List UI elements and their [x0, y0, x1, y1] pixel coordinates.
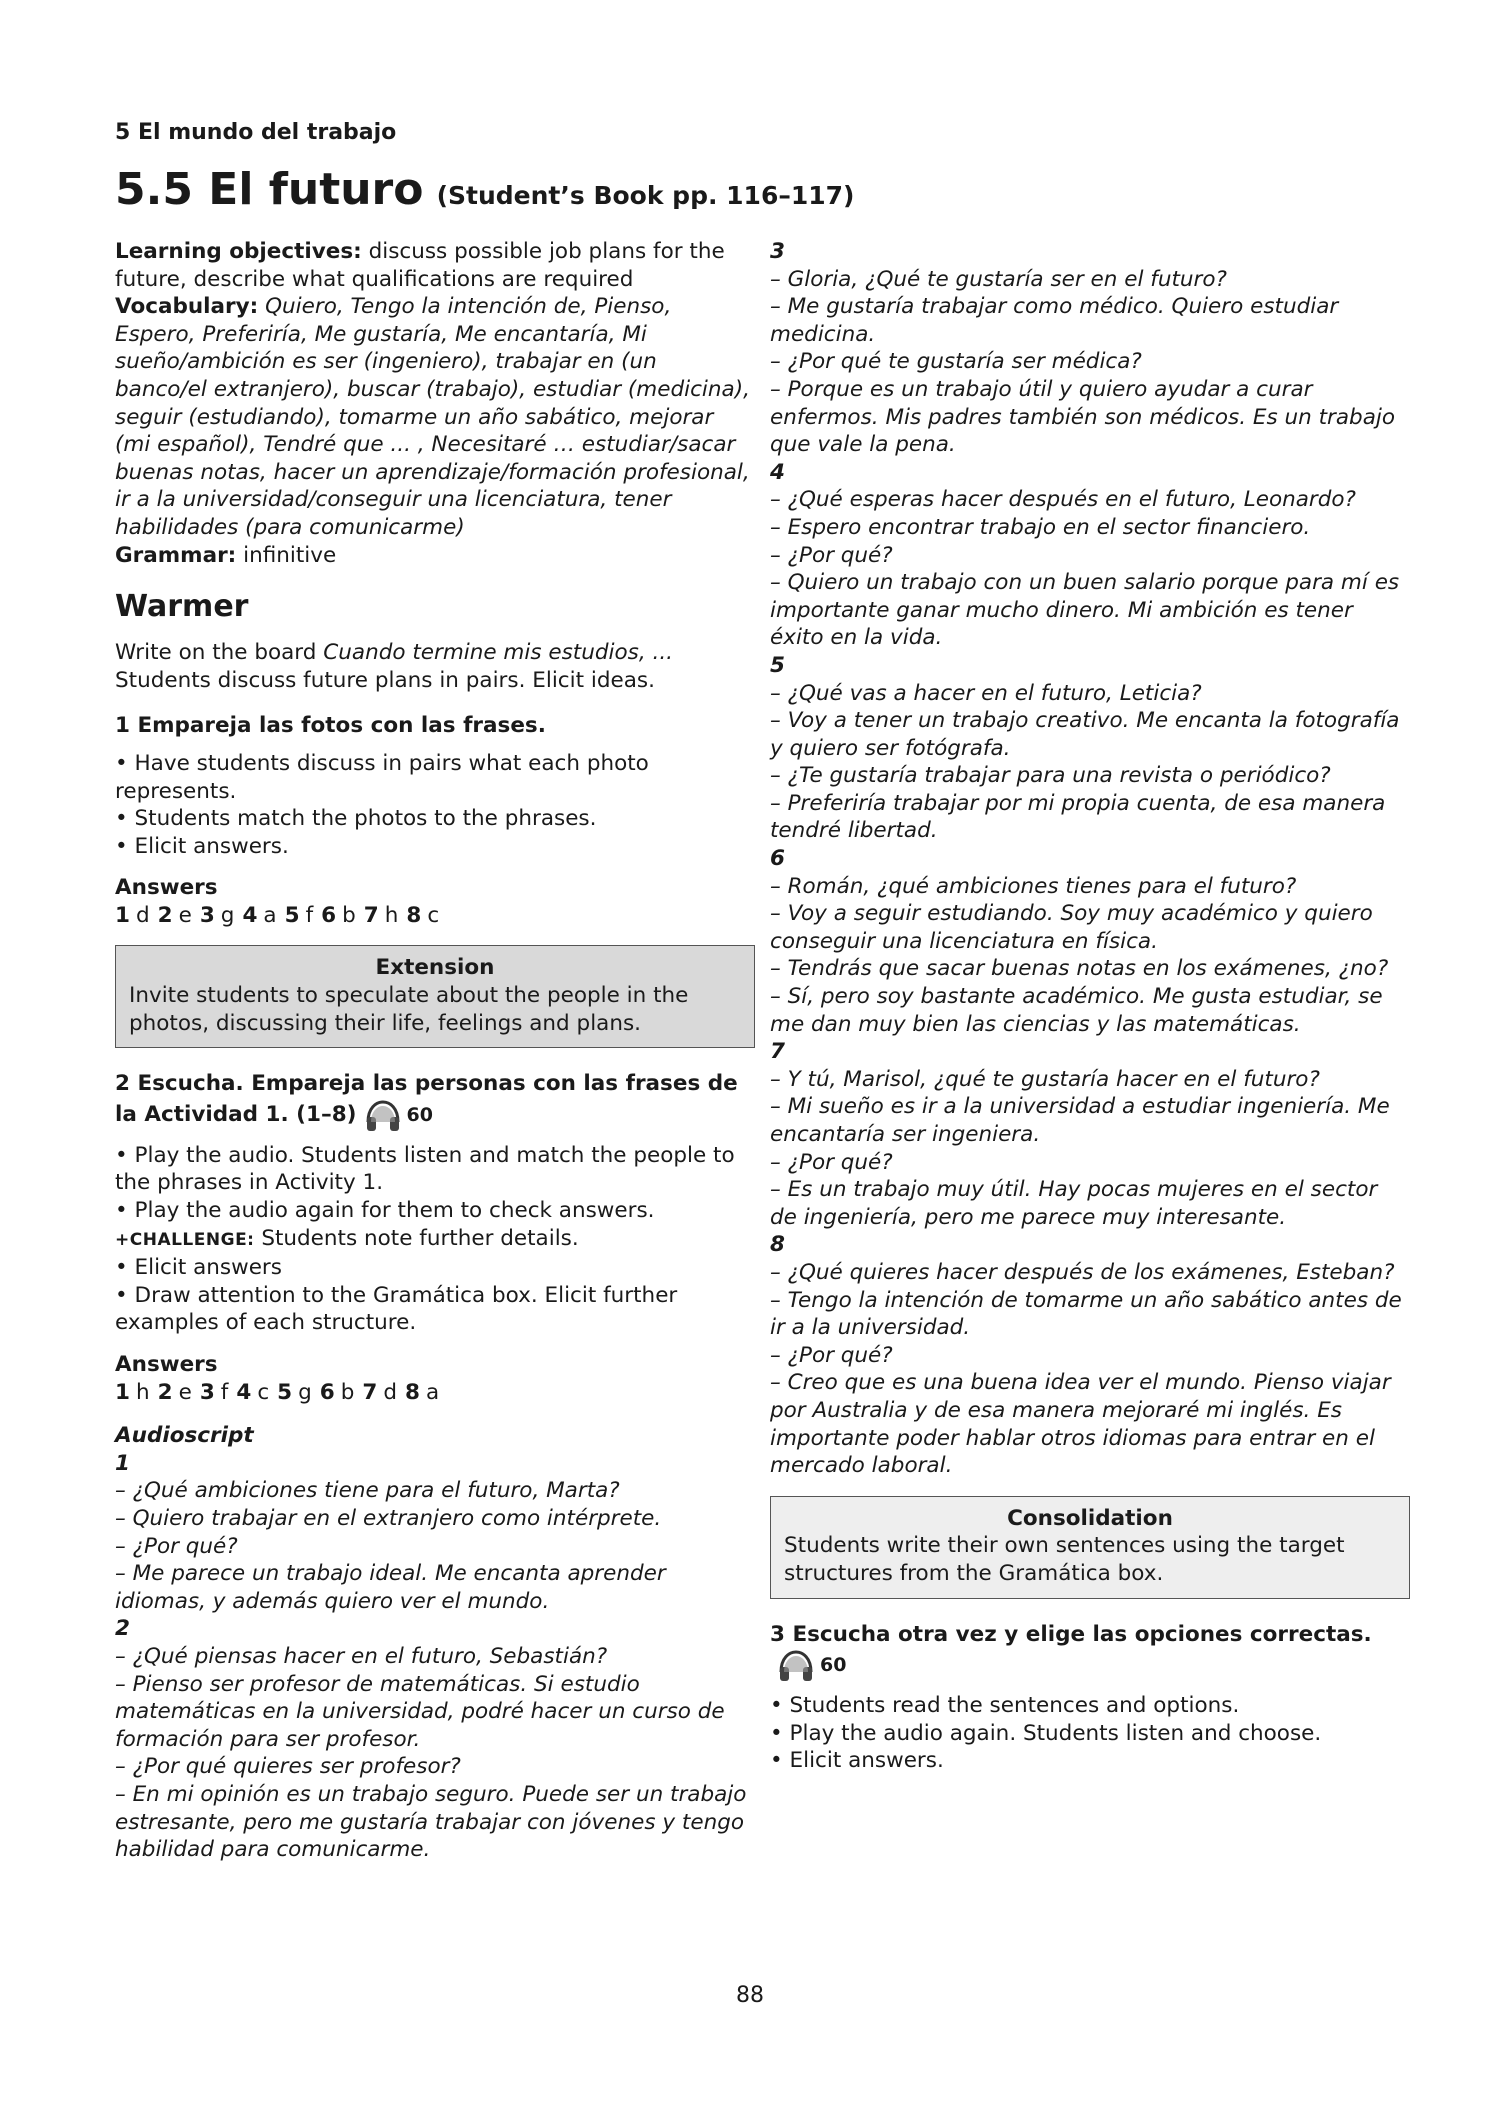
activity2-heading-text: 2 Escucha. Empareja las personas con las frases de la Actividad 1. (1–8) [115, 1071, 738, 1127]
vocabulary [115, 293, 755, 541]
answer-number: 4 [236, 1379, 252, 1405]
script-line: – ¿Por qué? [115, 1533, 238, 1559]
script-number: 2 [115, 1616, 130, 1642]
page-content [115, 118, 1410, 1863]
script-line: – ¿Por qué? [770, 1342, 893, 1368]
page-subtitle: (Student’s Book pp. 116–117) [436, 181, 855, 210]
script-line: – Porque es un trabajo útil y quiero ayudar a curar enfermos. Mis padres también son médicos. Es un trabajo que vale la pena. [770, 376, 1396, 458]
script-line: – Es un trabajo muy útil. Hay pocas mujeres en el sector de ingeniería, pero me parece muy interesante. [770, 1177, 1378, 1230]
activity2-bullet: • Draw attention to the Gramática box. Elicit further examples of each structure. [115, 1282, 678, 1336]
script-line: – Me gustaría trabajar como médico. Quiero estudiar medicina. [770, 294, 1339, 347]
script-number: 3 [770, 239, 785, 264]
left-column [115, 238, 755, 1864]
activity1-answers [115, 902, 755, 930]
answer-letter: g [298, 1379, 312, 1405]
script-line: – Tendrás que sacar buenas notas en los exámenes, ¿no? [770, 956, 1389, 982]
script-line: – Gloria, ¿Qué te gustaría ser en el futuro? [770, 266, 1227, 292]
vocab-label: Vocabulary: [115, 294, 259, 320]
activity3-heading-text: 3 Escucha otra vez y elige las opciones correctas. [770, 1621, 1372, 1647]
answer-number: 7 [362, 1379, 378, 1405]
answer-number: 2 [157, 902, 173, 928]
activity2-bullet: • Play the audio. Students listen and match the people to the phrases in Activity 1. [115, 1142, 735, 1196]
script-line: – Espero encontrar trabajo en el sector financiero. [770, 514, 1311, 540]
script-line: – Voy a seguir estudiando. Soy muy académico y quiero conseguir una licenciatura en física. [770, 901, 1373, 954]
script-line: – ¿Te gustaría trabajar para una revista o periódico? [770, 763, 1331, 789]
activity2-heading [115, 1070, 755, 1132]
activity2-answers-label: Answers [115, 1352, 218, 1377]
challenge-label: +CHALLENGE: [115, 1229, 255, 1250]
audioscript-right [770, 238, 1410, 1480]
answer-number: 1 [115, 902, 130, 928]
activity1-heading: 1 Empareja las fotos con las frases. [115, 713, 546, 739]
answer-number: 3 [199, 1379, 215, 1405]
answer-letter: f [220, 1379, 229, 1405]
answer-letter: b [340, 1379, 355, 1405]
script-line: – Me parece un trabajo ideal. Me encanta aprender idiomas, y además quiero ver el mundo. [115, 1561, 666, 1614]
answer-letter: g [220, 902, 235, 928]
right-column [770, 238, 1410, 1775]
warmer-text-b: Cuando termine mis estudios, ... [323, 640, 674, 666]
script-line: – Sí, pero soy bastante académico. Me gusta estudiar, se me dan muy bien las ciencias y las matemáticas. [770, 984, 1383, 1037]
activity2-answers [115, 1379, 755, 1407]
script-line: – Voy a tener un trabajo creativo. Me encanta la fotografía y quiero ser fotógrafa. [770, 708, 1400, 761]
script-line: – Tengo la intención de tomarme un año sabático antes de ir a la universidad. [770, 1287, 1402, 1341]
answer-number: 3 [199, 902, 215, 928]
answer-letter: b [342, 902, 356, 928]
consolidation-text: Students write their own sentences using the target structures from the Gramática box. [784, 1533, 1345, 1586]
script-number: 5 [770, 652, 785, 678]
answer-number: 5 [277, 1379, 293, 1405]
activity2-bullet: • Elicit answers [115, 1255, 282, 1281]
consolidation-box [770, 1496, 1410, 1599]
script-line: – Quiero un trabajo con un buen salario porque para mí es importante ganar mucho dinero. Mi ambición es tener éxito en la vida. [770, 570, 1400, 651]
script-line: – ¿Por qué? [770, 542, 893, 568]
activity1-answers-label: Answers [115, 875, 218, 901]
script-number: 4 [770, 459, 785, 485]
audio-track-number: 60 [406, 1103, 433, 1126]
answer-letter: f [305, 902, 314, 928]
grammar-label: Grammar: [115, 542, 237, 568]
script-line: – ¿Por qué quieres ser profesor? [115, 1754, 461, 1780]
answer-letter: a [426, 1379, 440, 1405]
script-number: 1 [115, 1450, 130, 1476]
answer-number: 1 [115, 1379, 130, 1405]
activity3-bullet: • Play the audio again. Students listen and choose. [770, 1720, 1322, 1746]
script-line: – ¿Por qué te gustaría ser médica? [770, 349, 1142, 375]
script-line: – Quiero trabajar en el extranjero como intérprete. [115, 1505, 662, 1531]
script-line: – ¿Qué quieres hacer después de los exámenes, Esteban? [770, 1259, 1395, 1285]
script-number: 7 [770, 1039, 785, 1065]
script-number: 8 [770, 1232, 785, 1258]
learning-objectives [115, 238, 755, 293]
audio-track-number: 60 [820, 1654, 847, 1677]
lo-text: discuss possible job plans for the future, describe what qualifications are required [115, 239, 725, 292]
script-line: – Román, ¿qué ambiciones tienes para el futuro? [770, 873, 1297, 899]
script-line: – En mi opinión es un trabajo seguro. Puede ser un trabajo estresante, pero me gustaría trabajar con jóvenes y tengo habilidad para comunicarme. [115, 1781, 747, 1863]
answer-letter: e [178, 1379, 192, 1405]
page-title: 5.5 El futuro [115, 164, 424, 215]
answer-letter: h [135, 1379, 150, 1405]
activity3-bullet: • Students read the sentences and options. [770, 1693, 1240, 1719]
script-number: 6 [770, 846, 785, 872]
page-number: 88 [736, 1983, 764, 2008]
challenge-text: Students note further details. [254, 1225, 579, 1251]
grammar [115, 542, 755, 570]
title-row [115, 164, 1410, 220]
answer-letter: c [257, 1379, 270, 1405]
warmer-text-c: Students discuss future plans in pairs. Elicit ideas. [115, 667, 655, 693]
audioscript-left [115, 1450, 755, 1864]
answer-letter: d [383, 1379, 398, 1405]
extension-box [115, 945, 755, 1048]
headphones-icon [363, 1098, 403, 1132]
activity1-bullet: • Have students discuss in pairs what each photo represents. [115, 750, 649, 804]
answer-number: 6 [319, 1379, 335, 1405]
answer-number: 7 [363, 902, 379, 928]
answer-number: 8 [405, 1379, 420, 1405]
answer-letter: h [384, 902, 399, 928]
chapter-label: 5 El mundo del trabajo [115, 120, 397, 145]
answer-number: 5 [284, 902, 300, 928]
activity2-bullet: • Play the audio again for them to check answers. [115, 1198, 655, 1224]
answer-letter: a [263, 902, 277, 928]
answer-letter: e [178, 902, 192, 928]
script-line: – ¿Qué esperas hacer después en el futuro, Leonardo? [770, 487, 1356, 513]
script-line: – Creo que es una buena idea ver el mundo. Pienso viajar por Australia y de esa manera mejoraré mi inglés. Es importante poder hablar otros idiomas para entrar en el mercado laboral. [770, 1370, 1391, 1479]
script-line: – ¿Qué ambiciones tiene para el futuro, Marta? [115, 1478, 620, 1504]
script-line: – Mi sueño es ir a la universidad a estudiar ingeniería. Me encantaría ser ingeniera. [770, 1094, 1390, 1147]
activity3-heading [770, 1621, 1410, 1683]
activity1-bullet: • Students match the photos to the phrases. [115, 806, 597, 832]
script-line: – ¿Qué piensas hacer en el futuro, Sebastián? [115, 1643, 608, 1669]
audioscript-heading: Audioscript [115, 1423, 254, 1449]
script-line: – Y tú, Marisol, ¿qué te gustaría hacer en el futuro? [770, 1066, 1320, 1092]
grammar-text: infinitive [236, 542, 337, 568]
warmer-heading: Warmer [115, 589, 249, 625]
consolidation-title: Consolidation [1007, 1505, 1173, 1531]
answer-number: 2 [157, 1379, 173, 1405]
answer-number: 6 [321, 902, 337, 928]
headphones-icon [776, 1648, 816, 1682]
extension-text: Invite students to speculate about the people in the photos, discussing their life, feelings and plans. [129, 983, 689, 1036]
script-line: – Pienso ser profesor de matemáticas. Si estudio matemáticas en la universidad, podré hacer un curso de formación para ser profesor. [115, 1671, 725, 1752]
extension-title: Extension [375, 955, 495, 981]
activity2-challenge [115, 1225, 755, 1255]
warmer-text-a: Write on the board [115, 640, 324, 666]
vocab-text: Quiero, Tengo la intención de, Pienso, Espero, Preferiría, Me gustaría, Me encantaría, Mi sueño/ambición es ser (ingeniero), trabajar en (un banco/el extranjero), buscar (trabajo), estudiar (medicina), seguir (estudiando), tomarme un año sabático, mejorar (mi español), Tendré que ... , Necesitaré … estudiar/sacar buenas notas, hacer un aprendizaje/formación profesional, ir a la universidad/conseguir una licenciatura, tener habilidades (para comunicarme) [115, 294, 750, 540]
script-line: – ¿Por qué? [770, 1149, 893, 1175]
answer-number: 8 [406, 902, 422, 928]
script-line: – ¿Qué vas a hacer en el futuro, Leticia? [770, 680, 1202, 706]
answer-letter: d [135, 902, 150, 928]
script-line: – Preferiría trabajar por mi propia cuenta, de esa manera tendré libertad. [770, 790, 1386, 844]
warmer-text [115, 639, 755, 694]
answer-number: 4 [242, 902, 258, 928]
lo-label: Learning objectives: [115, 239, 362, 264]
activity3-bullet: • Elicit answers. [770, 1748, 944, 1774]
answer-letter: c [427, 902, 440, 928]
activity1-bullet: • Elicit answers. [115, 833, 289, 859]
